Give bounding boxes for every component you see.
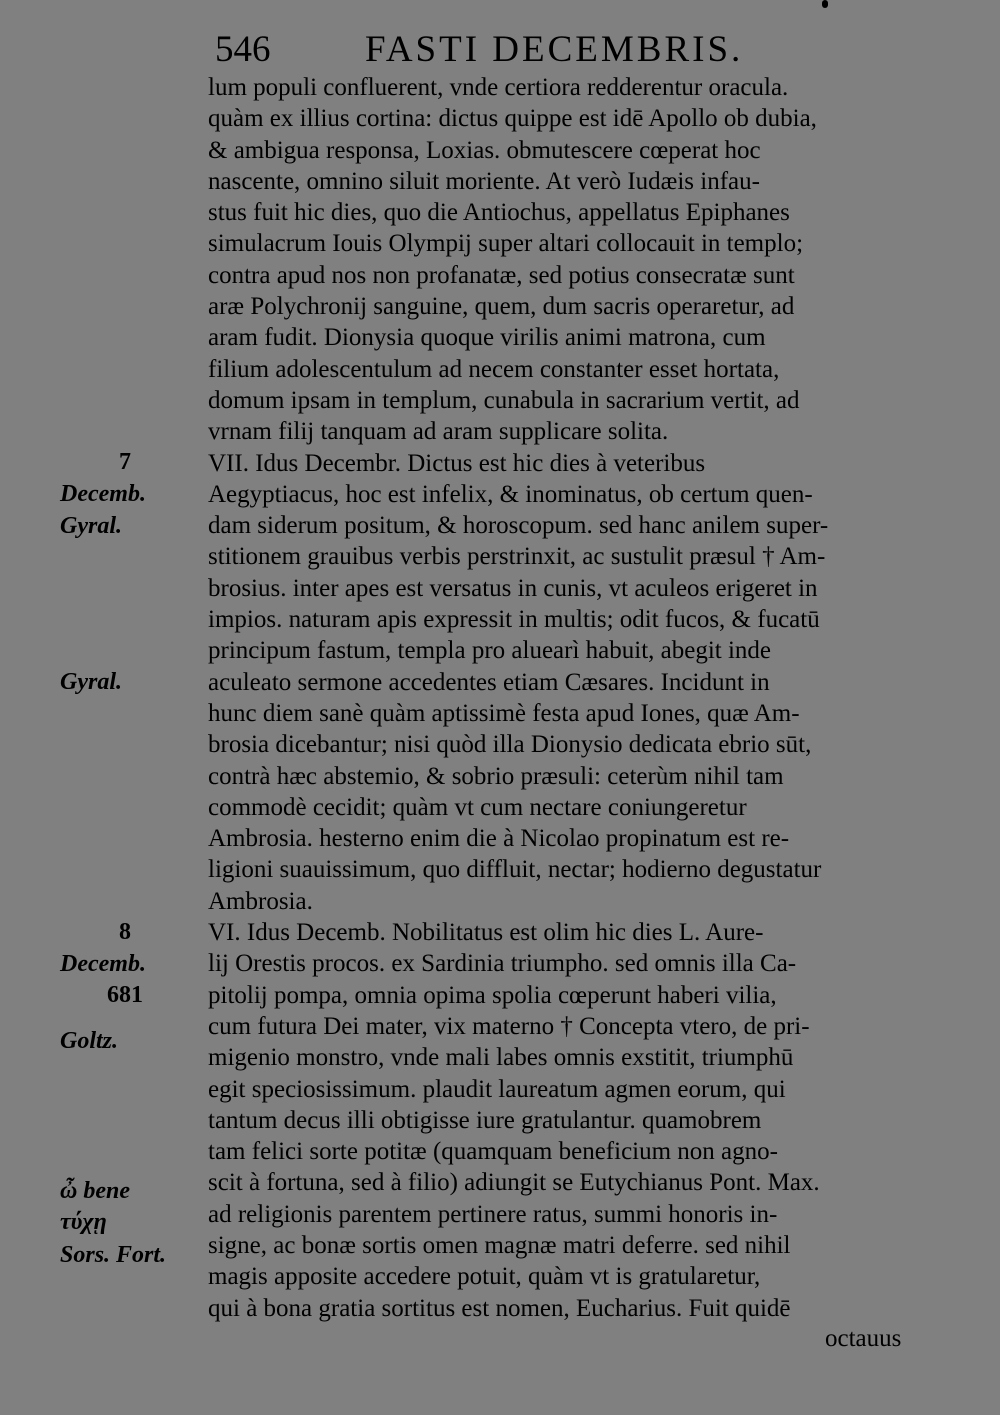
text-line: VI. Idus Decemb. Nobilitatus est olim hic dies L. Aure- <box>208 919 764 947</box>
margin-note-reference: Sors. Fort. <box>60 1242 167 1268</box>
text-line: nascente, omnino siluit moriente. At verò Iudæis infau- <box>208 167 760 195</box>
text-line: aculeato sermone accedentes etiam Cæsares. Incidunt in <box>208 668 770 696</box>
text-line: pitolij pompa, omnia opima spolia cœperunt haberi vilia, <box>208 981 777 1009</box>
text-line: lum populi confluerent, vnde certiora redderentur oracula. <box>208 74 789 101</box>
margin-note-day: 7 <box>119 449 131 475</box>
page-number: 546 <box>215 29 271 70</box>
ink-speck <box>822 0 828 8</box>
text-line: contra apud nos non profanatæ, sed potius consecratæ sunt <box>208 261 795 289</box>
text-line: cum futura Dei mater, vix materno † Concepta vtero, de pri- <box>208 1012 810 1040</box>
margin-note-month: Decemb. <box>60 951 146 977</box>
text-line: contrà hæc abstemio, & sobrio præsuli: ceterùm nihil tam <box>208 762 784 790</box>
text-line: magis apposite accedere potuit, quàm vt is gratularetur, <box>208 1263 761 1291</box>
running-head: FASTI DECEMBRIS. <box>365 29 744 70</box>
text-line: dam siderum positum, & horoscopum. sed hanc anilem super- <box>208 512 829 540</box>
text-line: qui à bona gratia sortitus est nomen, Eucharius. Fuit quidē <box>208 1294 791 1322</box>
text-line: domum ipsam in templum, cunabula in sacrarium vertit, ad <box>208 386 800 414</box>
text-line: filium adolescentulum ad necem constanter esset hortata, <box>208 355 780 383</box>
text-line: brosia dicebantur; nisi quòd illa Dionysio dedicata ebrio sūt, <box>208 731 812 759</box>
text-line: brosius. inter apes est versatus in cunis, vt aculeos erigeret in <box>208 574 818 602</box>
body-text <box>208 72 960 1324</box>
text-line: principum fastum, templa pro aluearì habuit, abegit inde <box>208 637 772 665</box>
margin-note-month: Decemb. <box>60 481 146 507</box>
text-line: lij Orestis procos. ex Sardinia triumpho. sed omnis illa Ca- <box>208 950 797 978</box>
text-line: simulacrum Iouis Olympij super altari collocauit in templo; <box>208 230 804 258</box>
text-line: stitionem grauibus verbis perstrinxit, ac sustulit præsul † Am- <box>208 543 826 571</box>
text-line: Aegyptiacus, hoc est infelix, & inominatus, ob certum quen- <box>208 480 813 508</box>
text-line: aræ Polychronij sanguine, quem, dum sacris operaretur, ad <box>208 293 795 321</box>
margin-note-reference: Gyral. <box>60 513 122 539</box>
margin-note-number: 681 <box>107 982 143 1008</box>
text-line: migenio monstro, vnde mali labes omnis exstitit, triumphū <box>208 1044 794 1072</box>
text-line: tam felici sorte potitæ (quamquam beneficium non agno- <box>208 1138 778 1166</box>
margin-note-reference: Goltz. <box>60 1028 119 1054</box>
text-line: scit à fortuna, sed à filio) adiungit se Eutychianus Pont. Max. <box>208 1169 820 1197</box>
text-line: egit speciosissimum. plaudit laureatum agmen eorum, qui <box>208 1075 786 1103</box>
text-line: Ambrosia. hesterno enim die à Nicolao propinatum est re- <box>208 825 790 853</box>
text-line: ligioni suauissimum, quo diffluit, nectar; hodierno degustatur <box>208 856 822 884</box>
text-line: impios. naturam apis expressit in multis; odit fucos, & fucatū <box>208 606 820 634</box>
text-line: hunc diem sanè quàm aptissimè festa apud Iones, quæ Am- <box>208 699 800 727</box>
margin-note-greek: ὦ bene <box>60 1178 131 1204</box>
text-line: vrnam filij tanquam ad aram supplicare solita. <box>208 418 669 446</box>
text-line: quàm ex illius cortina: dictus quippe est idē Apollo ob dubia, <box>208 105 817 133</box>
text-line: & ambigua responsa, Loxias. obmutescere cœperat hoc <box>208 136 761 164</box>
page-header <box>215 28 935 72</box>
text-line: tantum decus illi obtigisse iure gratulantur. quamobrem <box>208 1106 762 1134</box>
text-line: aram fudit. Dionysia quoque virilis animi matrona, cum <box>208 324 766 352</box>
margin-note-greek: τύχῃ <box>60 1209 107 1235</box>
text-line: Ambrosia. <box>208 887 313 915</box>
text-line: signe, ac bonæ sortis omen magnæ matri deferre. sed nihil <box>208 1231 791 1259</box>
margin-note-reference: Gyral. <box>60 669 122 695</box>
text-line: stus fuit hic dies, quo die Antiochus, appellatus Epiphanes <box>208 199 790 227</box>
text-line: commodè cecidit; quàm vt cum nectare coniungeretur <box>208 793 747 821</box>
catchword: octauus <box>825 1325 902 1352</box>
text-line: VII. Idus Decembr. Dictus est hic dies à veteribus <box>208 449 706 477</box>
text-line: ad religionis parentem pertinere ratus, summi honoris in- <box>208 1200 778 1228</box>
margin-note-day: 8 <box>119 919 131 945</box>
